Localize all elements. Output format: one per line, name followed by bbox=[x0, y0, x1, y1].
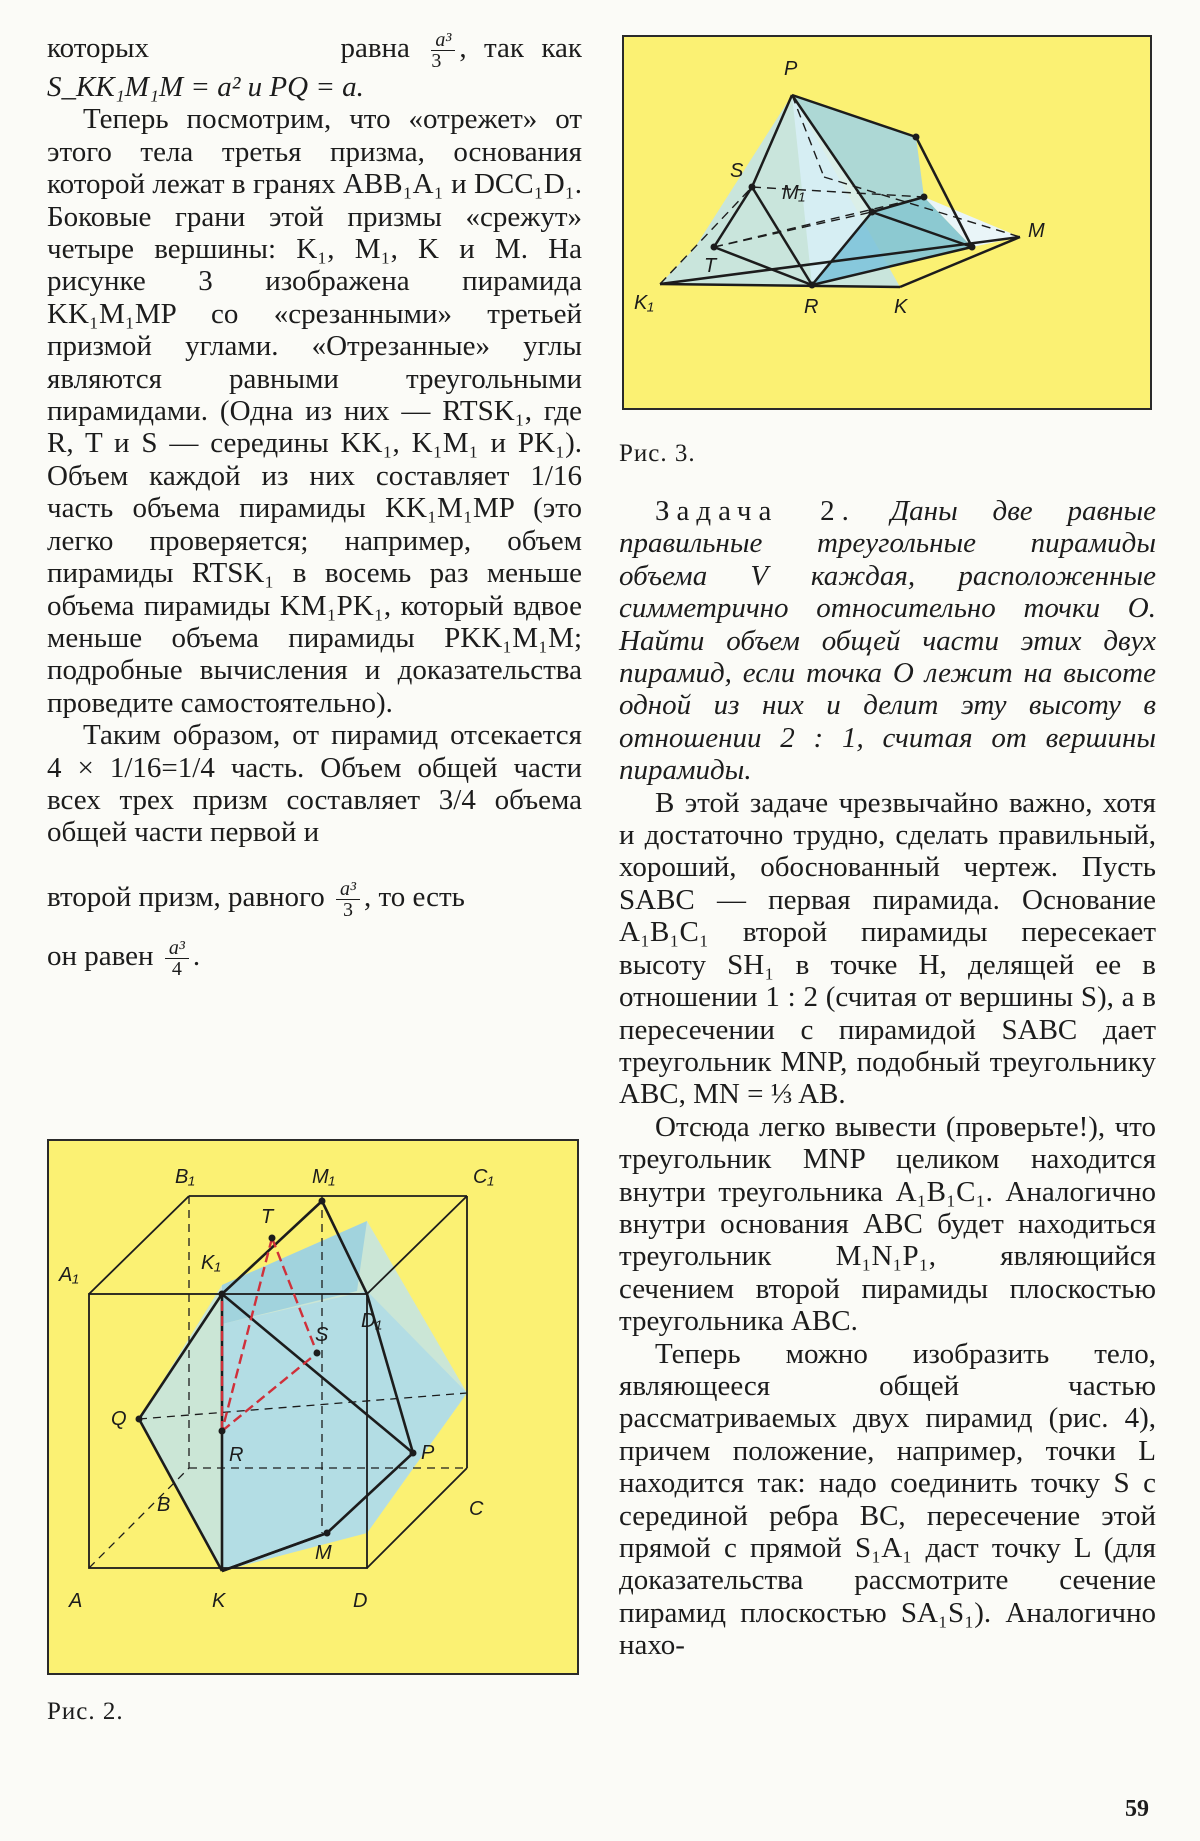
fraction-a3-over-3-b: $\frac{\text{a³}}{3}$ bbox=[336, 879, 360, 920]
fig2-label-S: S bbox=[315, 1324, 329, 1346]
left-paragraph-2: Теперь посмотрим, что «отрежет» от этого тела третья призма, основания которой лежат в гранях ABB₁A₁ и DCC₁D₁. Боковые грани этой призмы «срежут» четыре вершины: K₁, M₁, K и M. На рисунке 3 изображена пирамида KK₁M₁MP со «срезанными» третьей призмой углами. «Отрезанные» углы являются равными треугольными пирамидами. (Одна из них — RTSK₁, где R, T и S — середины KK₁, K₁M₁ и PK₁). Объем каждой из них составляет 1/16 часть объема пирамиды KK₁M₁MP (это легко проверяется; например, объем пирамиды RTSK₁ в восемь раз меньше объема пирамиды KM₁PK₁, который вдвое меньше объема пирамиды PKK₁M₁M; подробные вычисления и доказательства проведите самостоятельно). bbox=[47, 103, 582, 719]
fig2-label-R: R bbox=[229, 1444, 244, 1466]
page-number: 59 bbox=[1125, 1796, 1149, 1822]
fig2-label-A: A bbox=[69, 1590, 83, 1612]
fig3-label-K1: K₁ bbox=[634, 292, 654, 314]
left-p3-line3: он равен $\frac{\text{a³}}{4}$ . bbox=[47, 936, 201, 980]
left-paragraph-3: Таким образом, от пирамид отсекается 4 × 1/16=1/4 часть. Объем общей части всех трех призм составляет 3/4 объема общей части первой и bbox=[47, 719, 582, 849]
figure-2 bbox=[47, 1139, 579, 1675]
left-p1-line2: S_KK₁M₁M = a² и PQ = a. bbox=[47, 71, 364, 103]
right-paragraph-3: Отсюда легко вывести (проверьте!), что треугольник MNP целиком находится внутри треугольника A₁B₁C₁. Аналогично внутри основания ABC будет находиться треугольник M₁N₁P₁, являющийся сечением второй пирамиды плоскостью треугольника ABC. bbox=[619, 1110, 1156, 1338]
task-label: Задача 2. bbox=[655, 495, 856, 527]
figure-3-caption: Рис. 3. bbox=[619, 440, 696, 467]
fig3-label-P: P bbox=[784, 58, 798, 80]
fig2-label-M: M bbox=[315, 1542, 332, 1564]
fig3-label-S: S bbox=[730, 160, 744, 182]
fraction-a3-over-3: $\frac{\text{a³}}{3}$ bbox=[431, 30, 455, 71]
figure-3-drawing bbox=[624, 37, 1150, 408]
fig2-label-C: C bbox=[469, 1498, 484, 1520]
fig3-label-R: R bbox=[804, 296, 819, 318]
fig2-label-M1: M₁ bbox=[312, 1166, 335, 1188]
fig2-label-Q: Q bbox=[111, 1408, 127, 1430]
right-column bbox=[619, 495, 1156, 1662]
fig2-label-K1: K₁ bbox=[201, 1252, 221, 1274]
fig2-label-B1: B₁ bbox=[175, 1166, 195, 1188]
fig2-label-D1: D₁ bbox=[361, 1310, 382, 1332]
task-text: Даны две равные правильные треугольные пирамиды объема V каждая, расположенные симметрично относительно точки O. Найти объем общей части этих двух пирамид, если точка O лежит на высоте одной из них и делит эту высоту в отношении 2 : 1, считая от вершины пирамиды. bbox=[619, 495, 1156, 787]
fig3-label-M: M bbox=[1028, 220, 1045, 242]
fig2-label-A1: A₁ bbox=[59, 1264, 79, 1286]
left-p1-line1: которых равна $\frac{\text{a³}}{3}$ , так как bbox=[47, 29, 583, 72]
fig3-label-M1: M₁ bbox=[782, 182, 805, 204]
fig2-label-C1: C₁ bbox=[473, 1166, 494, 1188]
right-paragraph-2: В этой задаче чрезвычайно важно, хотя и достаточно трудно, сделать правильный, хороший, обоснованный чертеж. Пусть SABC — первая пирамида. Основание A₁B₁C₁ второй пирамиды пересекает высоту SH₁ в точке H, делящей ее в отношении 1 : 2 (считая от вершины S), а в пересечении с пирамидой SABC дает треугольник MNP, подобный треугольнику ABC, MN = ⅓ AB. bbox=[619, 786, 1156, 1111]
fig2-label-B: B bbox=[157, 1494, 171, 1516]
figure-2-caption: Рис. 2. bbox=[47, 1698, 124, 1725]
fig2-label-T: T bbox=[261, 1206, 274, 1228]
fig3-label-K: K bbox=[894, 296, 908, 318]
fig2-label-D: D bbox=[353, 1590, 368, 1612]
fig3-label-T: T bbox=[704, 255, 717, 277]
fig2-label-P: P bbox=[421, 1442, 435, 1464]
fig2-label-K: K bbox=[212, 1590, 226, 1612]
left-p3-line2: второй призм, равного $\frac{\text{a³}}{3}$ , то есть bbox=[47, 877, 465, 921]
figure-3 bbox=[622, 35, 1152, 410]
left-column bbox=[47, 30, 582, 979]
task-2 bbox=[619, 495, 1156, 787]
figure-2-drawing bbox=[49, 1141, 577, 1673]
right-paragraph-4: Теперь можно изобразить тело, являющееся общей частью рассматриваемых двух пирамид (рис. 4), причем положение, например, точки L находится так: надо соединить точку S с серединой ребра BC, пересечение этой прямой с прямой S₁A₁ даст точку L (для доказательства рассмотрите сечение пирамид плоскостью SA₁S₁). Аналогично нахо- bbox=[619, 1337, 1156, 1662]
fraction-a3-over-4: $\frac{\text{a³}}{4}$ bbox=[165, 938, 189, 979]
